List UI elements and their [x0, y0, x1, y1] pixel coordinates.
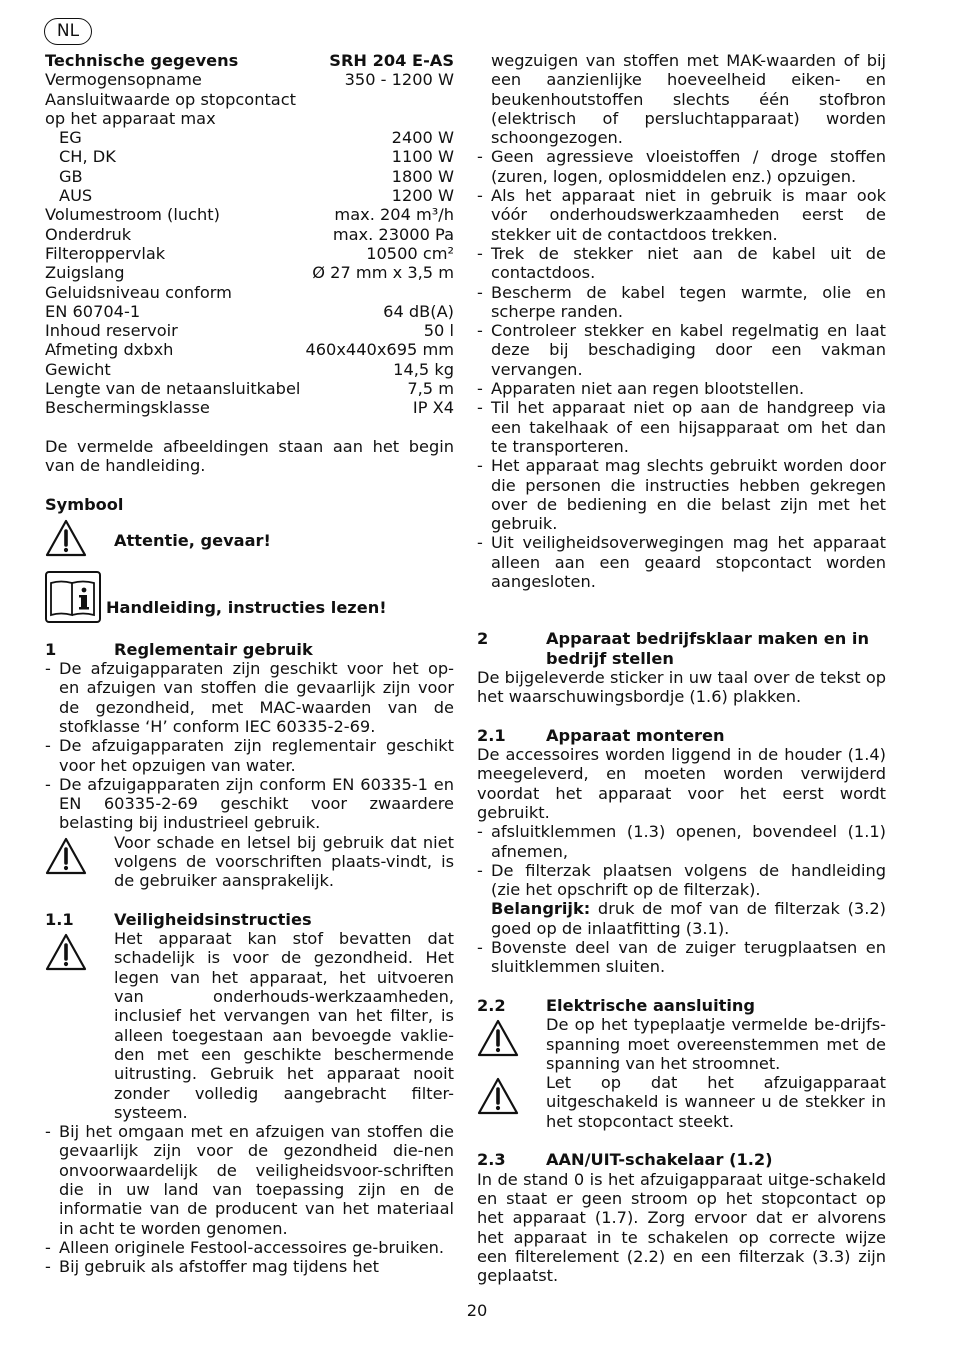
spec-row [45, 225, 454, 244]
list-item-continuation: wegzuigen van stoffen met MAK-waarden of bij een aanzienlijke hoeveelheid eiken- en beukenhoutstoffen slechts één stofbron (elektrisch of persluchtapparaat) worden schoongezogen. [491, 51, 886, 148]
spec-label: Onderdruk [45, 224, 132, 244]
spec-label: Volumestroom (lucht) [45, 205, 220, 225]
spec-row [45, 128, 454, 147]
spec-row [45, 205, 454, 224]
spec-row [45, 147, 454, 166]
spec-label: Beschermingsklasse [45, 398, 210, 418]
spec-label: Inhoud reservoir [45, 321, 178, 341]
warning-triangle-icon [45, 833, 114, 891]
spec-label: Gewicht [45, 359, 111, 379]
specs-model: SRH 204 E-AS [329, 51, 454, 70]
spec-row [45, 340, 454, 359]
symbol-warning-label: Attentie, gevaar! [114, 530, 271, 550]
spec-value: 50 l [423, 321, 454, 341]
spec-row [45, 302, 454, 321]
spec-label: Geluidsniveau conform [45, 282, 232, 302]
spec-row [45, 283, 454, 302]
intro-text: De vermelde afbeeldingen staan aan het begin van de handleiding. [45, 436, 454, 476]
section-2-2-warning-2: Let op dat het afzuigapparaat uitgeschakeld is wanneer u de stekker in het stopcontact steekt. [477, 1073, 886, 1131]
warning-triangle-icon [45, 519, 93, 561]
symbol-warning [45, 519, 454, 561]
list-item: - Trek de stekker niet aan de kabel uit de contactdoos. [477, 243, 886, 283]
spec-label: CH, DK [59, 147, 116, 167]
spec-label: AUS [59, 186, 93, 206]
spec-row [45, 321, 454, 340]
spec-value: 1100 W [391, 147, 454, 167]
section-1-1-list-continued [477, 147, 886, 591]
spec-value: max. 204 m³/h [334, 205, 454, 225]
spec-value: IP X4 [412, 398, 454, 418]
spec-value: 10500 cm² [366, 243, 454, 263]
spec-value: 7,5 m [407, 379, 454, 399]
spec-label: GB [59, 166, 83, 186]
list-item: - Apparaten niet aan regen blootstellen. [477, 379, 805, 399]
symbol-manual [45, 571, 454, 627]
list-item: - Als het apparaat niet in gebruik is maar ook vóór onderhoudswerkzaamheden eerst de stekker uit de contactdoos trekken. [477, 186, 886, 244]
section-1-list [45, 659, 454, 833]
list-item: - Geen agressieve vloeistoffen / droge stoffen (zuren, logen, oplosmiddelen enz.) opzuigen. [477, 147, 886, 186]
section-2-3-heading: 2.3 AAN/UIT-schakelaar (1.2) [477, 1150, 773, 1170]
list-item: - Bovenste deel van de zuiger terugplaatsen en sluitklemmen sluiten. [477, 938, 886, 977]
spec-row [45, 167, 454, 186]
spec-row [45, 70, 454, 89]
spec-row [45, 90, 454, 109]
spec-row [45, 186, 454, 205]
spec-label: Afmeting dxbxh [45, 340, 174, 360]
spec-value: Ø 27 mm x 3,5 m [312, 263, 454, 283]
spec-value: 14,5 kg [393, 359, 454, 379]
list-item: - Het apparaat mag slechts gebruikt worden door die personen die instructies hebben gekregen over de bediening en die belast zijn met het gebruik. [477, 456, 886, 534]
section-1-1-heading: 1.1 Veiligheidsinstructies [45, 909, 312, 929]
spec-value: 350 - 1200 W [344, 70, 454, 90]
right-column [477, 51, 886, 1285]
spec-value: 1200 W [391, 186, 454, 206]
warning-triangle-icon [477, 1073, 546, 1131]
spec-value: 460x440x695 mm [305, 340, 454, 360]
left-column [45, 51, 454, 1277]
section-2-2-warning-1: De op het typeplaatje vermelde be-drijfs-spanning moet overeenstemmen met de spanning van het stroomnet. [477, 1015, 886, 1073]
spec-label: op het apparaat max [45, 108, 216, 128]
spec-row [45, 244, 454, 263]
spec-value: 64 dB(A) [383, 301, 454, 321]
section-2-1-heading: 2.1 Apparaat monteren [477, 725, 725, 745]
list-item: - De afzuigapparaten zijn geschikt voor het op- en afzuigen van stoffen die gevaarlijk zijn voor de gezondheid, met MAC-waarden van de stofklasse ‘H’ conform IEC 60335-2-69. [45, 659, 454, 736]
specs-table [45, 70, 454, 417]
warning-triangle-icon [45, 929, 114, 1122]
list-item: - De afzuigapparaten zijn reglementair geschikt voor het opzuigen van water. [45, 736, 454, 775]
section-2-heading: 2 Apparaat bedrijfsklaar maken en in bedrijf stellen [477, 629, 869, 668]
section-1-1-list [45, 1122, 454, 1257]
spec-row [45, 263, 454, 282]
specs-title: Technische gegevens [45, 51, 239, 70]
list-item: - Bescherm de kabel tegen warmte, olie en scherpe randen. [477, 282, 886, 321]
list-item: - Til het apparaat niet op aan de handgreep via een takelhaak of een hijsapparaat om het dan te transporteren. [477, 398, 886, 456]
list-item: - De afzuigapparaten zijn conform EN 60335-1 en EN 60335-2-69 geschikt voor zwaardere belasting bij industrieel gebruik. [45, 774, 454, 833]
spec-row [45, 379, 454, 398]
spec-label: Zuigslang [45, 263, 125, 283]
list-item: - Bij het omgaan met en afzuigen van stoffen die gevaarlijk zijn voor de gezondheid die-nen onvoorwaardelijk de veiligheidsvoor-schriften die in uw land van toepassing zijn en de informatie van de producent van het materiaal in acht te worden genomen. [45, 1122, 454, 1238]
list-item: - Controleer stekker en kabel regelmatig en laat deze bij beschadiging door een vakman vervangen. [477, 321, 886, 379]
list-item: - Alleen originele Festool-accessoires ge-bruiken. [45, 1237, 445, 1257]
list-item: - afsluitklemmen (1.3) openen, bovendeel (1.1) afnemen, [477, 822, 886, 861]
section-2-3-text: In de stand 0 is het afzuigapparaat uitge-schakeld en staat er geen stroom op het stopcontact op het apparaat (1.7). Zorg ervoor dat er alvorens het apparaat in te schakelen op correcte wijze een filterelement (2.2) en een filterzak (3.3) zijn geplaatst. [477, 1169, 886, 1286]
symbol-manual-label: Handleiding, instructies lezen! [106, 597, 387, 617]
warning-triangle-icon [477, 1015, 546, 1073]
spec-row [45, 398, 454, 417]
spec-row [45, 109, 454, 128]
page-number: 20 [466, 1301, 488, 1320]
spec-label: Vermogensopname [45, 70, 202, 90]
spec-value: max. 23000 Pa [332, 224, 454, 244]
spec-label: Aansluitwaarde op stopcontact [45, 89, 296, 109]
section-1-1-warning: Het apparaat kan stof bevatten dat schadelijk is voor de gezondheid. Het legen van het apparaat, het uitvoeren van onderhouds-werkzaamheden, inclusief het vervangen van het filter, is alleen toegestaan aan bevoegde vaklie-den met een geschikte beschermende uitrusting. Gebruik het apparaat nooit zonder volledig aangebracht filter-systeem. [45, 929, 454, 1122]
section-2-text: De bijgeleverde sticker in uw taal over de tekst op het waarschuwingsbordje (1.6) plakken. [477, 667, 886, 707]
section-2-1-text: De accessoires worden liggend in de houder (1.4) meegeleverd, en moeten worden verwijderd voordat het apparaat voor het eerst wordt gebruikt. [477, 745, 886, 822]
section-1-heading: 1 Reglementair gebruik [45, 639, 313, 659]
manual-book-icon [45, 571, 93, 627]
section-2-2-heading: 2.2 Elektrische aansluiting [477, 995, 756, 1015]
specs-header [45, 51, 454, 70]
symbol-heading: Symbool [45, 494, 124, 514]
list-item: - De filterzak plaatsen volgens de handleiding (zie het opschrift op de filterzak). Belangrijk: druk de mof van de filterzak (3.2) goed op de inlaatfitting (3.1). [477, 860, 886, 938]
list-item: - Uit veiligheidsoverwegingen mag het apparaat alleen aan een geaard stopcontact worden aangesloten. [477, 533, 886, 592]
list-item: - Bij gebruik als afstoffer mag tijdens het [45, 1257, 379, 1277]
spec-label: EN 60704-1 [45, 301, 141, 321]
spec-label: Filteroppervlak [45, 243, 166, 263]
spec-label: Lengte van de netaansluitkabel [45, 379, 301, 399]
language-badge: NL [44, 18, 92, 45]
section-1-warning: Voor schade en letsel bij gebruik dat niet volgens de voorschriften plaats-vindt, is de gebruiker aansprakelijk. [45, 833, 454, 891]
spec-value: 2400 W [391, 128, 454, 148]
important-label: Belangrijk: [491, 899, 591, 919]
spec-label: EG [59, 128, 82, 148]
spec-value: 1800 W [391, 166, 454, 186]
spec-row [45, 360, 454, 379]
